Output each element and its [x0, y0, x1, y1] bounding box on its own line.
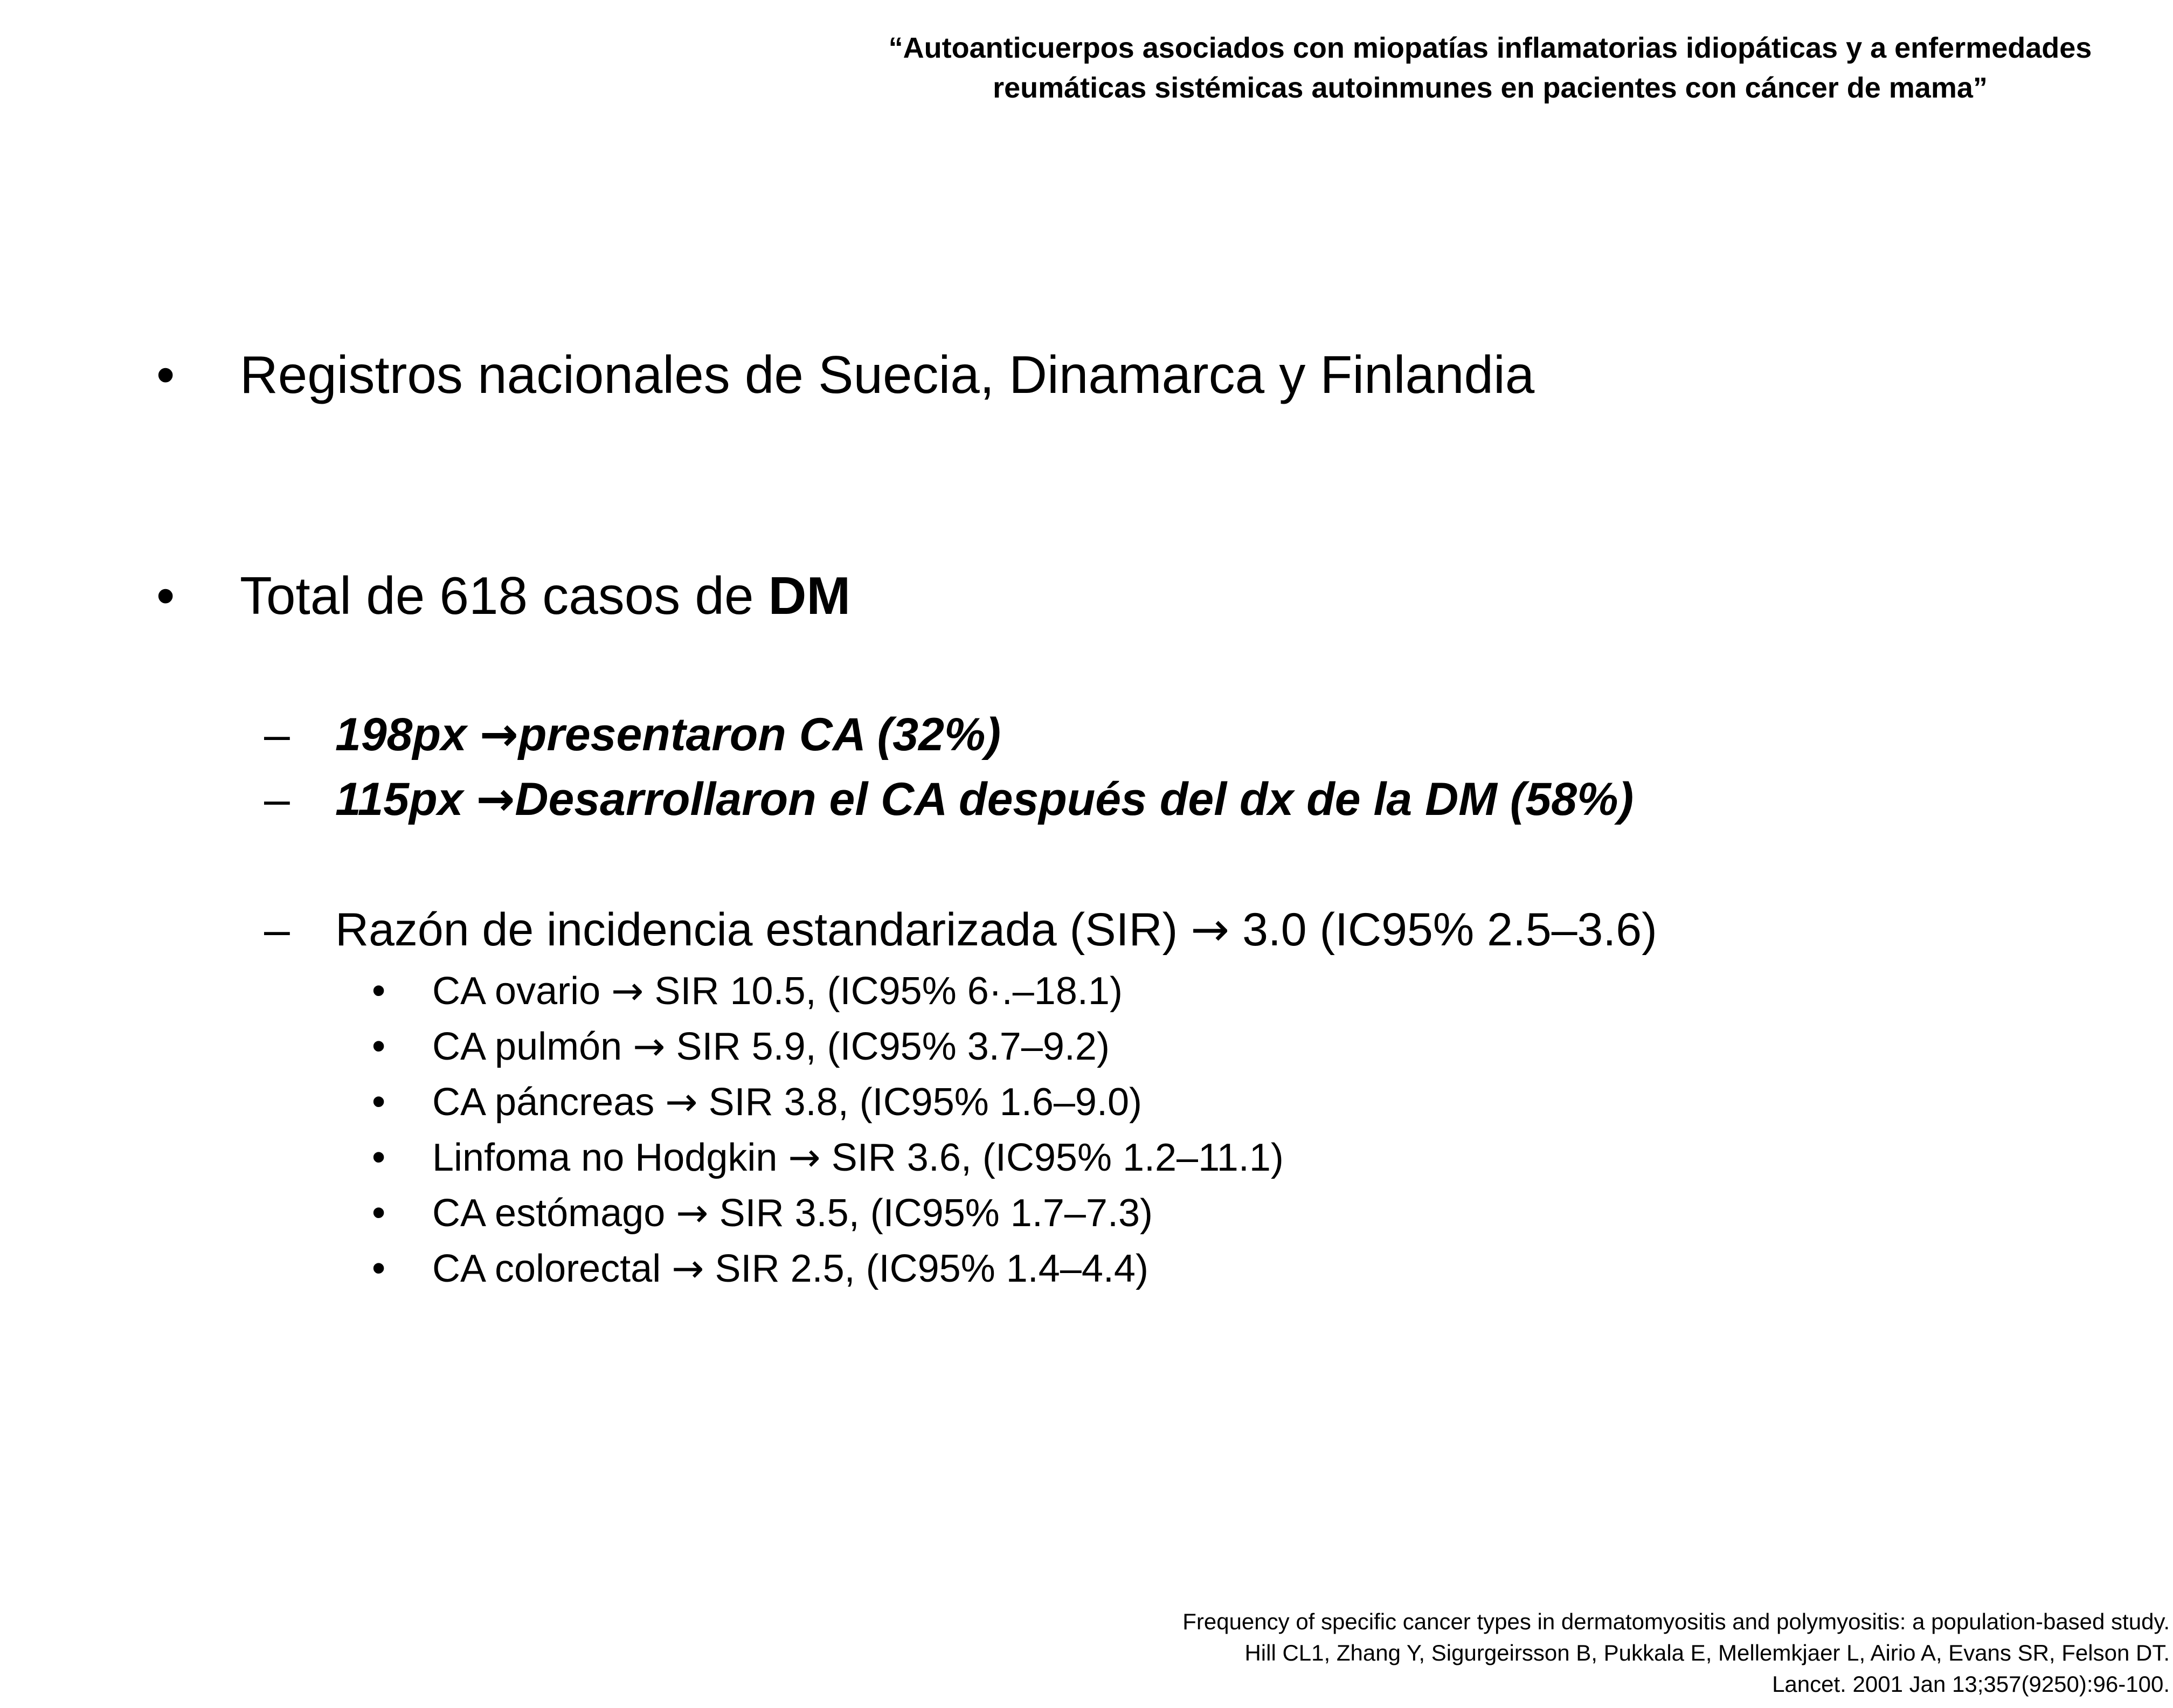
- bullet-total-cases-text: [240, 566, 851, 625]
- bullet-dot: •: [156, 345, 175, 404]
- right-arrow-icon: →: [479, 708, 518, 762]
- citation: [1182, 1606, 2170, 1700]
- bullet-dot: •: [372, 969, 386, 1012]
- sub-bullet-198-text: 198px →presentaron CA (32%): [335, 708, 1001, 762]
- right-arrow-icon: →: [788, 1135, 821, 1180]
- right-arrow-icon: →: [633, 1024, 666, 1069]
- title-line-1: “Autoanticuerpos asociados con miopatías inflamatorias idiopáticas y a enfermedades: [888, 32, 2092, 64]
- right-arrow-icon: →: [1191, 903, 1230, 957]
- bullet-dot: •: [372, 1247, 386, 1290]
- cancer-sir: SIR 10.5, (IC95% 6·.–18.1): [643, 970, 1123, 1013]
- bullet-dot: •: [156, 566, 175, 625]
- citation-title: Frequency of specific cancer types in dermatomyositis and polymyositis: a population-based study.: [1182, 1609, 2170, 1634]
- dash-mark: –: [264, 773, 290, 825]
- sub-bullet-sir-text: Razón de incidencia estandarizada (SIR) → 3.0 (IC95% 2.5–3.6): [335, 903, 1657, 957]
- bullet-dot: •: [372, 1080, 386, 1123]
- right-arrow-icon: →: [672, 1246, 704, 1291]
- sub-bullet-115-text: 115px →Desarrollaron el CA después del dx de la DM (58%): [335, 772, 1634, 826]
- bullet-registries-text: Registros nacionales de Suecia, Dinamarca y Finlandia: [240, 345, 1535, 404]
- slide-title: [841, 28, 2140, 108]
- bullet-dot: •: [372, 1191, 386, 1234]
- cancer-sir: SIR 2.5, (IC95% 1.4–4.4): [704, 1247, 1148, 1290]
- cancer-sir: SIR 5.9, (IC95% 3.7–9.2): [665, 1025, 1110, 1068]
- cancer-name: CA ovario: [432, 970, 612, 1013]
- cancer-sir: SIR 3.5, (IC95% 1.7–7.3): [708, 1192, 1153, 1235]
- citation-journal: Lancet. 2001 Jan 13;357(9250):96-100.: [1772, 1671, 2170, 1697]
- total-cases-prefix: Total de 618 casos de: [240, 566, 769, 625]
- right-arrow-icon: →: [676, 1190, 709, 1235]
- cancer-name: CA páncreas: [432, 1081, 666, 1124]
- cancer-sir: SIR 3.8, (IC95% 1.6–9.0): [697, 1081, 1142, 1124]
- total-cases-dm: DM: [768, 566, 851, 625]
- cancer-sir: SIR 3.6, (IC95% 1.2–11.1): [820, 1136, 1284, 1179]
- cancer-name: Linfoma no Hodgkin: [432, 1136, 788, 1179]
- bullet-dot: •: [372, 1025, 386, 1068]
- right-arrow-icon: →: [476, 772, 515, 826]
- right-arrow-icon: →: [611, 968, 644, 1013]
- dash-mark: –: [264, 709, 290, 760]
- citation-authors: Hill CL1, Zhang Y, Sigurgeirsson B, Pukkala E, Mellemkjaer L, Airio A, Evans SR, Felson DT.: [1244, 1640, 2170, 1665]
- bullet-dot: •: [372, 1136, 386, 1179]
- cancer-name: CA estómago: [432, 1192, 676, 1235]
- cancer-name: CA pulmón: [432, 1025, 633, 1068]
- dash-mark: –: [264, 904, 290, 956]
- right-arrow-icon: →: [665, 1079, 698, 1124]
- title-line-2: reumáticas sistémicas autoinmunes en pacientes con cáncer de mama”: [993, 72, 1988, 104]
- cancer-name: CA colorectal: [432, 1247, 672, 1290]
